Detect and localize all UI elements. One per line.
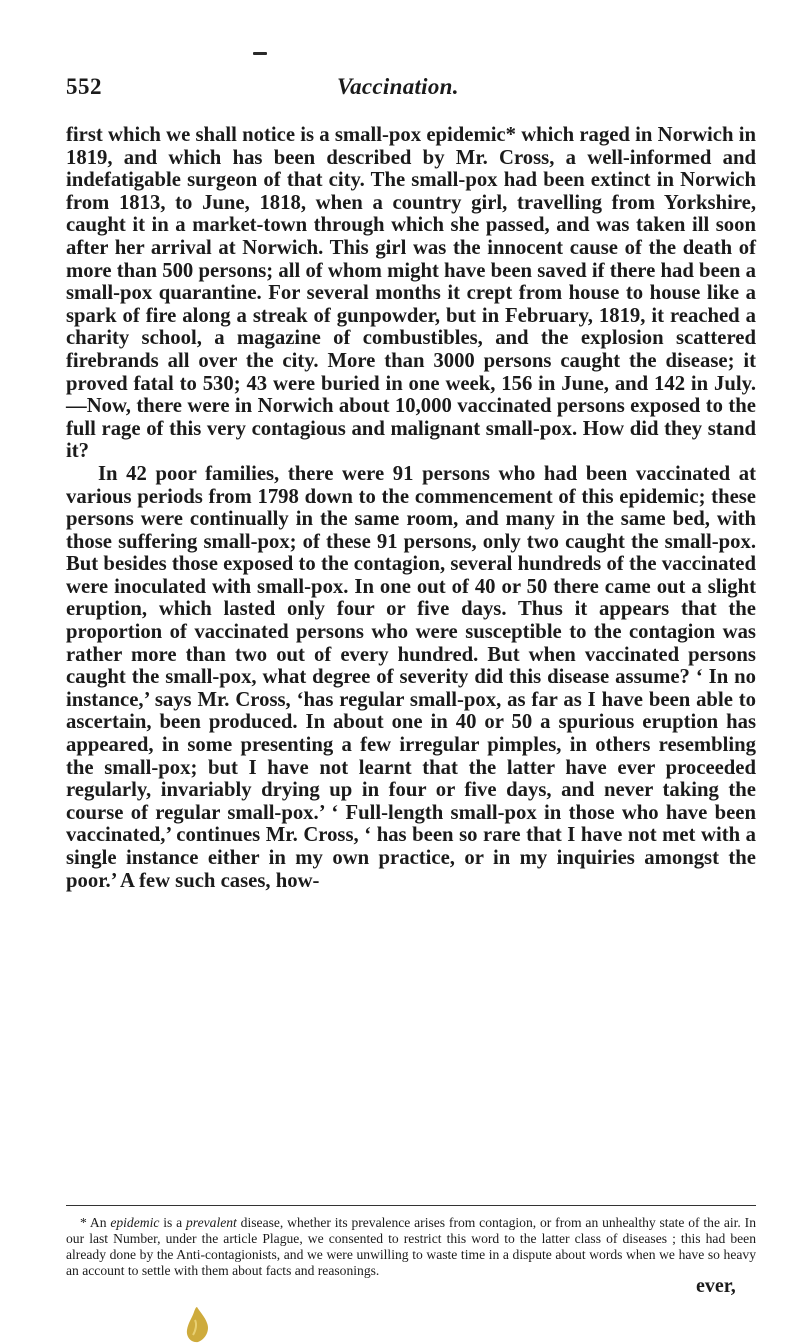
page-header — [66, 74, 756, 114]
footnote-term: epidemic — [110, 1215, 160, 1230]
catchword: ever, — [696, 1275, 736, 1297]
ink-stain — [183, 1306, 211, 1343]
footnote-mark: * An — [80, 1215, 111, 1230]
printing-mark — [253, 52, 267, 55]
footnote — [66, 1215, 756, 1279]
footnote-rule — [66, 1205, 756, 1206]
footnote-term: prevalent — [186, 1215, 237, 1230]
paragraph: first which we shall notice is a small-pox epidemic* which raged in Norwich in 1819, and which has been described by Mr. Cross, a well-informed and indefatigable surgeon of that city. The small-pox had been extinct in Norwich from 1813, to June, 1818, when a country girl, travelling from Yorkshire, caught it in a market-town through which she passed, and was taken ill soon after her arrival at Norwich. This girl was the innocent cause of the death of more than 500 persons; all of whom might have been saved if there had been a small-pox quarantine. For several months it crept from house to house like a spark of fire along a streak of gunpowder, but in February, 1819, it reached a charity school, a magazine of combustibles, and the explosion scattered firebrands all over the city. More than 3000 persons caught the disease; it proved fatal to 530; 43 were buried in one week, 156 in June, and 142 in July.—Now, there were in Norwich about 10,000 vaccinated persons exposed to the full rage of this very contagious and malignant small-pox. How did they stand it? — [66, 124, 756, 463]
page-number: 552 — [66, 74, 102, 99]
stain-shape — [187, 1307, 208, 1342]
body-text — [66, 124, 756, 892]
footnote-text: is a — [159, 1215, 186, 1230]
running-head: Vaccination. — [337, 74, 459, 99]
footnote-text: disease, whether its prevalence arises from contagion, or from an unhealthy state of the air. In our last Number, under the article Plague, we consented to restrict this word to the latter class of diseases ; this had been already done by the Anti-contagionists, and we were unwilling to waste time in a dispute about words when we have so heavy an account to settle with them about facts and reasonings. — [66, 1215, 756, 1278]
paragraph: In 42 poor families, there were 91 persons who had been vaccinated at various periods from 1798 down to the commencement of this epidemic; these persons were continually in the same room, and many in the same bed, with those suffering small-pox; of these 91 persons, only two caught the small-pox. But besides those exposed to the contagion, several hundreds of the vaccinated were inoculated with small-pox. In one out of 40 or 50 there came out a slight eruption, which lasted only four or five days. Thus it appears that the proportion of vaccinated persons who were susceptible to the contagion was rather more than two out of every hundred. But when vaccinated persons caught the small-pox, what degree of severity did this disease assume? ‘ In no instance,’ says Mr. Cross, ‘has regular small-pox, as far as I have been able to ascertain, been produced. In about one in 40 or 50 a spurious eruption has appeared, in some presenting a few irregular pimples, in others resembling the small-pox; but I have not learnt that the latter have ever proceeded regularly, invariably drying up in four or five days, and never taking the course of regular small-pox.’ ‘ Full-length small-pox in those who have been vaccinated,’ continues Mr. Cross, ‘ has been so rare that I have not met with a single instance either in my own practice, or in my inquiries amongst the poor.’ A few such cases, how- — [66, 462, 756, 892]
